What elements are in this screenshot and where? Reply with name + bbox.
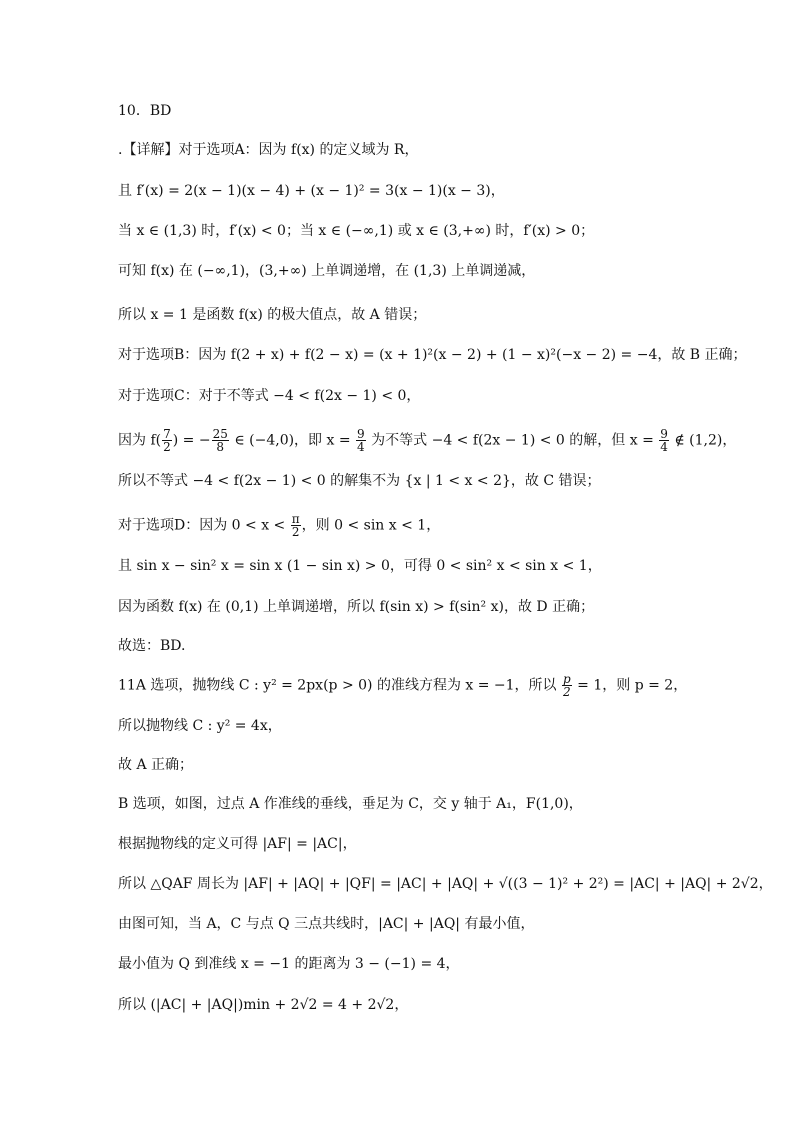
text-span: 因为 f <box>118 432 156 449</box>
text-line: 故 A 正确； <box>118 757 194 773</box>
numerator: 9 <box>357 427 365 441</box>
numerator: 9 <box>660 427 668 441</box>
denominator: 2 <box>163 440 171 454</box>
text-line: 所以不等式 −4 < f(2x − 1) < 0 的解集不为 {x | 1 < x < 2}，故 C 错误； <box>118 473 601 489</box>
denominator: 8 <box>216 440 225 454</box>
text-line: 因为函数 f(x) 在 (0,1) 上单调递增，所以 f(sin x) > f(sin² x)，故 D 正确； <box>118 599 595 615</box>
text-line: .【详解】对于选项A：因为 f(x) 的定义域为 R， <box>118 142 419 158</box>
text-line: 对于选项B：因为 f(2 + x) + f(2 − x) = (x + 1)²(x − 2) + (1 − x)²(−x − 2) = −4，故 B 正确； <box>118 347 747 363</box>
text-span: ∈ (−4,0)，即 x = <box>229 432 356 449</box>
text-line: 所以 x = 1 是函数 f(x) 的极大值点，故 A 错误； <box>118 307 427 323</box>
text-span: = − <box>178 432 211 449</box>
denominator: 4 <box>357 440 365 454</box>
text-line: 对于选项C：对于不等式 −4 < f(2x − 1) < 0， <box>118 388 421 404</box>
denominator: 4 <box>660 440 668 454</box>
text-span: = 1，则 p = 2， <box>572 677 688 694</box>
text-line: 故选：BD. <box>118 638 186 654</box>
fraction <box>291 513 301 538</box>
text-line-fraction <box>118 513 440 538</box>
numerator: 25 <box>212 427 228 441</box>
text-line: 所以 (|AC| + |AQ|)min + 2√2 = 4 + 2√2， <box>118 997 409 1013</box>
denominator: 2 <box>291 525 300 539</box>
fraction <box>212 428 229 453</box>
text-line: 最小值为 Q 到准线 x = −1 的距离为 3 − (−1) = 4， <box>118 956 460 972</box>
fraction <box>356 428 366 453</box>
text-line-fraction <box>118 673 687 698</box>
text-line: 且 sin x − sin² x = sin x (1 − sin x) > 0，可得 0 < sin² x < sin x < 1， <box>118 558 602 574</box>
text-span: 11A 选项，抛物线 C : y² = 2px(p > 0) 的准线方程为 x = −1，所以 <box>118 677 562 694</box>
text-line: 所以抛物线 C : y² = 4x， <box>118 718 282 734</box>
fraction <box>562 673 572 698</box>
numerator: π <box>291 512 300 526</box>
text-line: 所以 △QAF 周长为 |AF| + |AQ| + |QF| = |AC| + |AQ| + √((3 − 1)² + 2²) = |AC| + |AQ| + 2√2， <box>118 876 773 892</box>
denominator: 2 <box>563 685 571 699</box>
text-line: B 选项，如图，过点 A 作准线的垂线，垂足为 C，交 y 轴于 A₁，F(1,0)， <box>118 796 583 812</box>
text-span: ∉ (1,2)， <box>669 432 737 449</box>
text-span: 对于选项D：因为 0 < x < <box>118 517 290 534</box>
numerator: 7 <box>163 427 171 441</box>
answer-number: 10．BD <box>118 103 172 119</box>
fraction <box>162 428 172 453</box>
text-line: 根据抛物线的定义可得 |AF| = |AC|， <box>118 836 357 852</box>
text-line: 可知 f(x) 在 (−∞,1)，(3,+∞) 上单调递增，在 (1,3) 上单调递减， <box>118 263 536 279</box>
text-span: ，则 0 < sin x < 1， <box>301 517 441 534</box>
numerator: p <box>563 672 571 686</box>
text-span: 为不等式 −4 < f(2x − 1) < 0 的解，但 x = <box>366 432 659 449</box>
text-line: 当 x ∈ (1,3) 时，f′(x) < 0；当 x ∈ (−∞,1) 或 x ∈ (3,+∞) 时，f′(x) > 0； <box>118 223 595 239</box>
text-line: 由图可知，当 A，C 与点 Q 三点共线时，|AC| + |AQ| 有最小值， <box>118 916 535 932</box>
text-line-fraction: 因为 f( $\frac{7}{2}$ ) = − $\frac{25}{8}$ ∈ (−4,0)，即 x = $\frac{9}{4}$ 为不等式 −4 < f(2x − 1) < 0 的解，但 x = $\frac{9}{4}$ ∉ (1,2)， <box>118 427 737 454</box>
text-line: 且 f′(x) = 2(x − 1)(x − 4) + (x − 1)² = 3(x − 1)(x − 3)， <box>118 183 505 199</box>
fraction <box>659 428 669 453</box>
